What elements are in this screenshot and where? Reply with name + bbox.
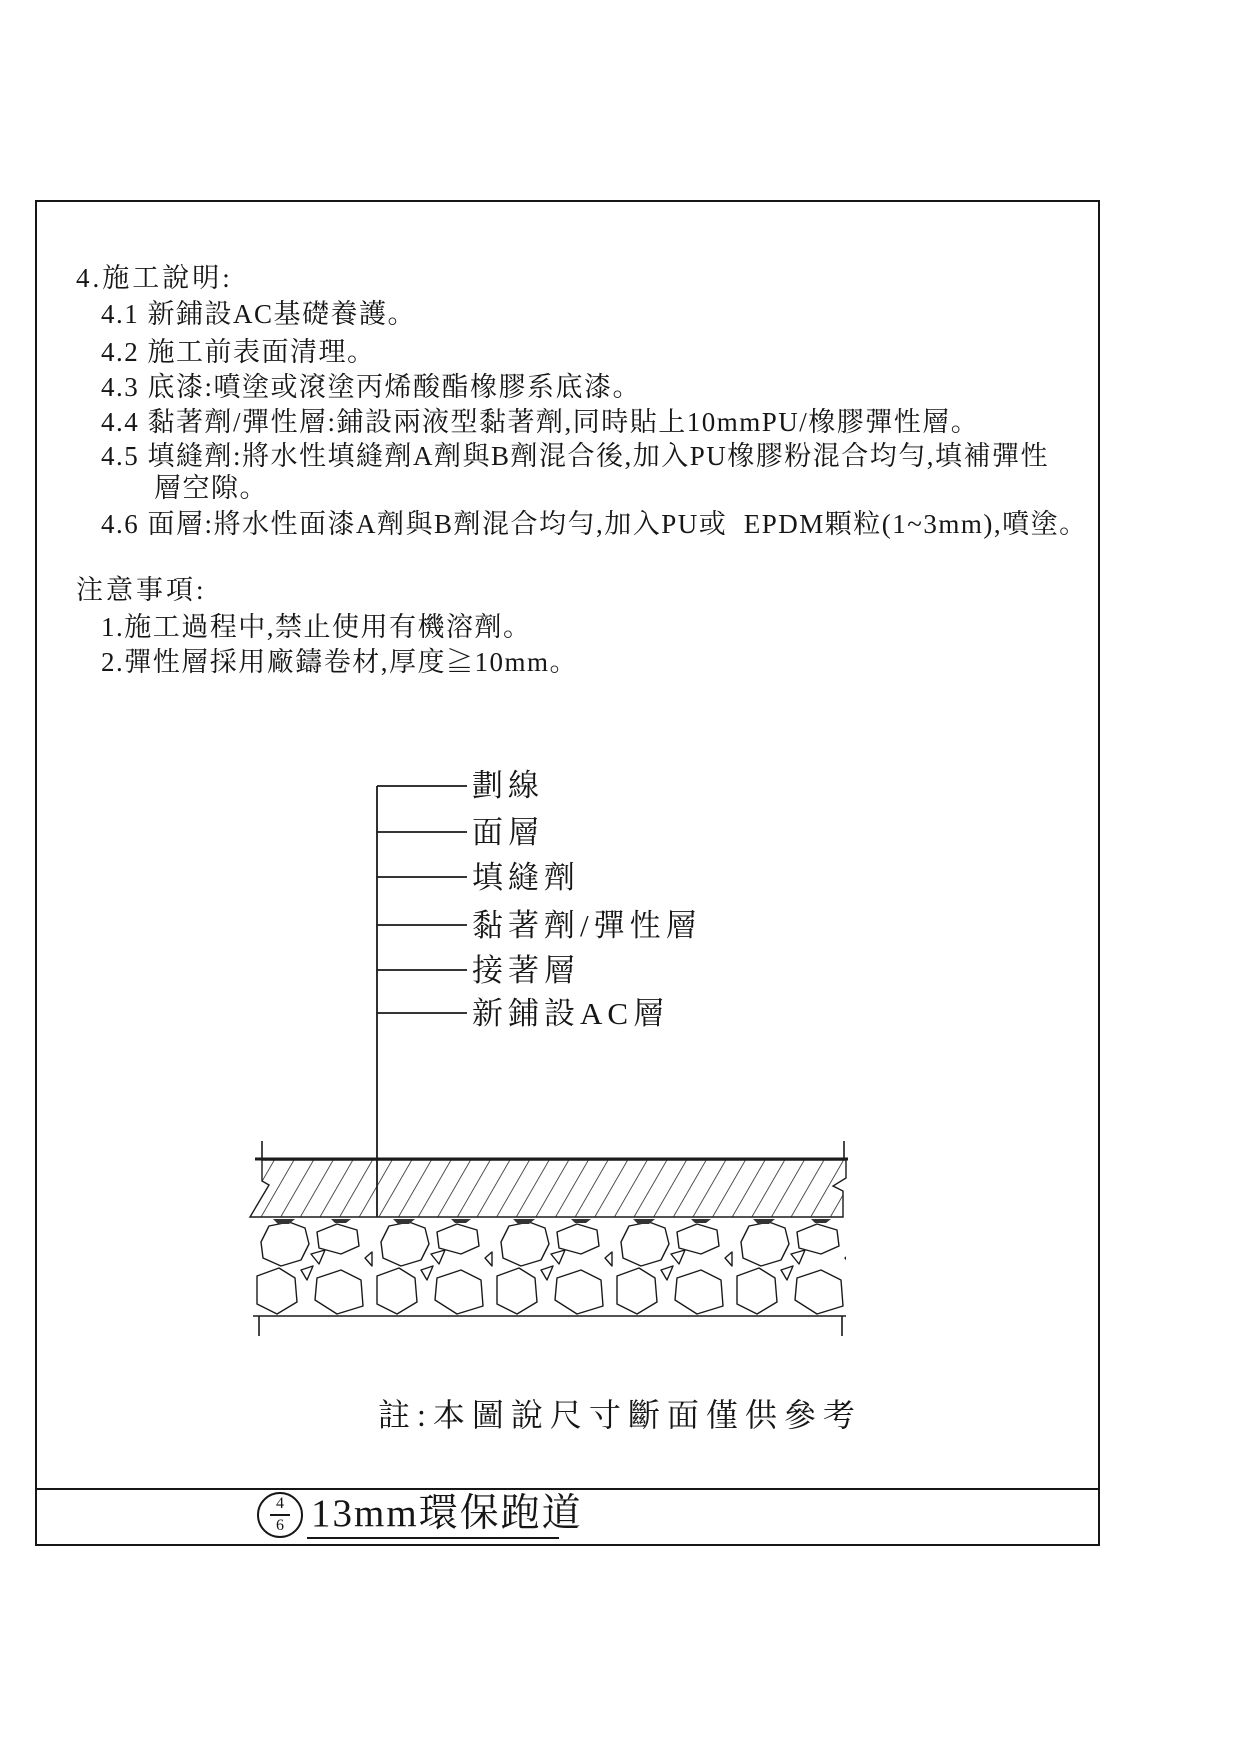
sheet-title: 13mm環保跑道 xyxy=(311,1492,583,1535)
layer-label-bonding-layer: 接著層 xyxy=(472,953,580,988)
section4-item-4-2: 4.2 施工前表面清理。 xyxy=(101,337,376,367)
section4-item-4-5: 4.5 填縫劑:將水性填縫劑A劑與B劑混合後,加入PU橡膠粉混合均勻,填補彈性 xyxy=(101,441,1050,471)
aggregate-layer xyxy=(253,1218,846,1336)
notices-heading: 注意事項: xyxy=(76,575,207,605)
cross-section-diagram xyxy=(230,760,880,1360)
layer-label-joint-filler: 填縫劑 xyxy=(472,860,580,895)
section4-item-4-6: 4.6 面層:將水性面漆A劑與B劑混合均勻,加入PU或 EPDM顆粒(1~3mm),噴塗。 xyxy=(101,509,1088,539)
section4-item-4-4: 4.4 黏著劑/彈性層:鋪設兩液型黏著劑,同時貼上10mmPU/橡膠彈性層。 xyxy=(101,407,980,437)
sheet-number-bubble xyxy=(257,1492,303,1538)
ac-layer-hatch xyxy=(250,1141,848,1217)
layer-label-marking-line: 劃線 xyxy=(472,768,544,803)
section4-item-4-1: 4.1 新鋪設AC基礎養護。 xyxy=(101,299,417,329)
section4-item-4-3: 4.3 底漆:噴塗或滾塗丙烯酸酯橡膠系底漆。 xyxy=(101,372,642,402)
sheet-title-underline xyxy=(307,1537,559,1539)
notices-item-2: 2.彈性層採用廠鑄卷材,厚度≧10mm。 xyxy=(101,647,579,677)
leader-lines xyxy=(377,786,467,1217)
section4-item-4-5-continued: 層空隙。 xyxy=(154,473,268,503)
section4-heading: 4.施工說明: xyxy=(76,263,233,293)
layer-label-adhesive-elastic-layer: 黏著劑/彈性層 xyxy=(472,908,702,943)
layer-label-new-ac-layer: 新鋪設AC層 xyxy=(472,996,670,1031)
layer-label-surface-layer: 面層 xyxy=(472,815,544,850)
sheet-number-fraction-bar xyxy=(270,1514,290,1516)
notices-item-1: 1.施工過程中,禁止使用有機溶劑。 xyxy=(101,612,532,642)
footnote: 註:本圖說尺寸斷面僅供參考 xyxy=(378,1397,862,1433)
sheet-number-numerator: 4 xyxy=(276,1495,284,1512)
title-block-divider xyxy=(35,1488,1100,1490)
sheet-number-denominator: 6 xyxy=(276,1517,284,1534)
